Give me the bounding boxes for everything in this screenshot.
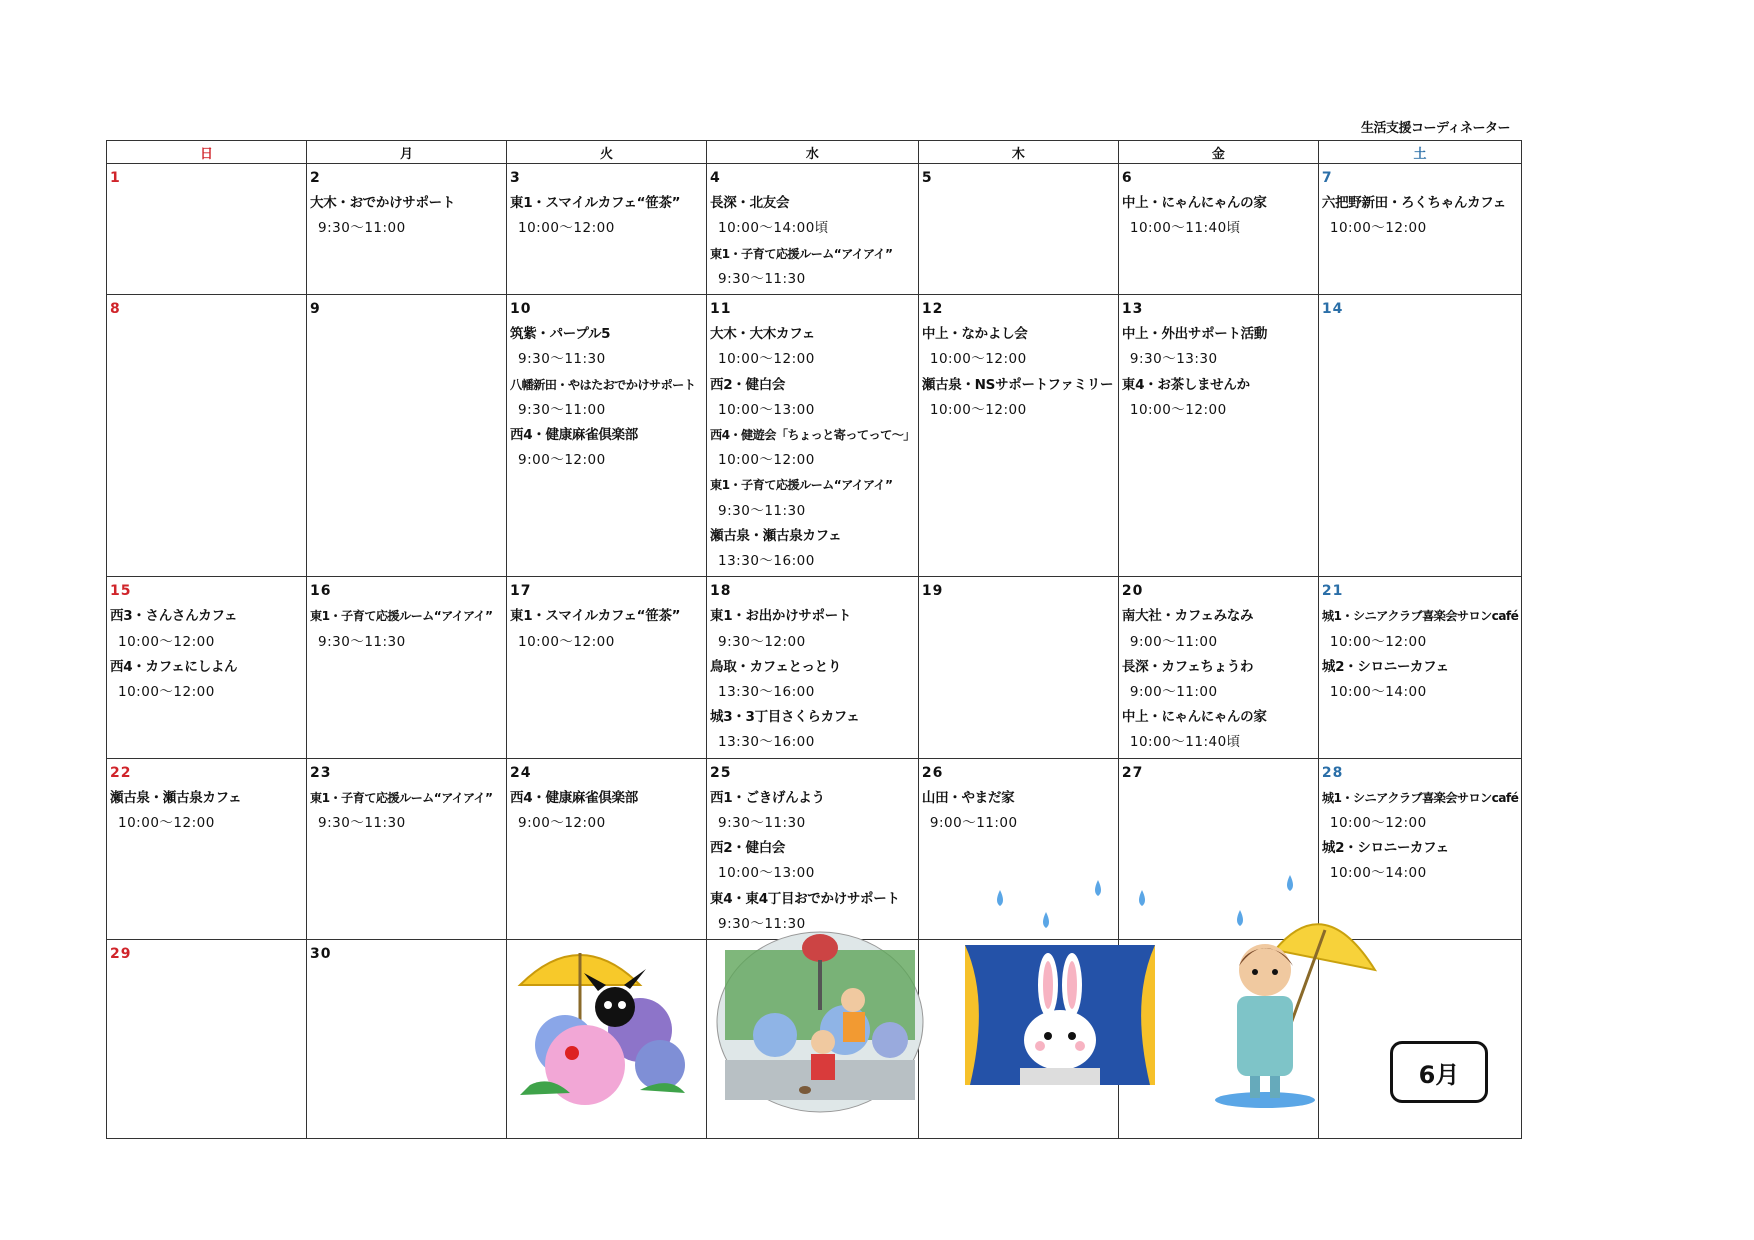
event-name: 東1・子育て応援ルーム“アイアイ” <box>710 246 893 261</box>
day-cell-tue <box>507 164 707 295</box>
event-name: 長深・カフェちょうわ <box>1121 658 1254 675</box>
day-cell-sun <box>107 758 307 939</box>
event-name: 筑紫・パープル5 <box>510 326 611 343</box>
day-cell-mon <box>307 758 507 939</box>
event-name: 東1・お出かけサポート <box>710 608 852 625</box>
event-item <box>510 786 703 836</box>
day-cell-sat <box>1318 577 1521 758</box>
day-number: 8 <box>110 301 121 318</box>
event-name: 瀬古泉・NSサポートファミリー <box>921 376 1114 393</box>
event-name: 東1・スマイルカフェ“笹茶” <box>510 195 681 212</box>
day-cell-wed <box>707 164 919 295</box>
event-name: 瀬古泉・瀬古泉カフェ <box>110 789 242 806</box>
event-item <box>710 786 915 836</box>
event-time: 9:30～12:00 <box>718 633 806 650</box>
event-name: 東1・子育て応援ルーム“アイアイ” <box>310 609 493 624</box>
event-time: 9:30～13:30 <box>1129 351 1218 368</box>
event-time: 10:00～14:00頃 <box>718 220 829 237</box>
event-item <box>710 473 915 523</box>
event-time: 10:00～12:00 <box>1329 633 1427 650</box>
event-time: 10:00～13:00 <box>718 865 815 882</box>
event-name: 城1・シニアクラブ喜楽会サロンcafé <box>1321 790 1519 805</box>
event-time: 10:00～13:00 <box>718 401 815 418</box>
event-time: 9:30～11:00 <box>518 401 606 418</box>
event-time: 9:00～11:00 <box>1129 633 1218 650</box>
event-time: 10:00～12:00 <box>718 452 815 469</box>
day-number: 5 <box>921 170 933 186</box>
event-time: 10:00～14:00 <box>1329 684 1427 701</box>
event-name: 東1・スマイルカフェ“笹茶” <box>510 608 681 625</box>
event-item <box>1122 655 1315 705</box>
event-time: 9:00～11:00 <box>1129 684 1218 701</box>
event-time: 10:00～12:00 <box>118 633 215 650</box>
day-number: 3 <box>510 170 521 186</box>
event-item <box>1122 604 1315 654</box>
day-cell-fri <box>1118 295 1318 577</box>
event-name: 瀬古泉・瀬古泉カフェ <box>710 527 842 544</box>
day-number: 23 <box>310 764 332 781</box>
event-item <box>922 322 1115 372</box>
coordinator-label: 生活支援コーディネーター <box>1361 121 1510 136</box>
event-name: 中上・にゃんにゃんの家 <box>1121 195 1267 212</box>
event-item <box>710 242 915 292</box>
event-item <box>922 373 1115 423</box>
event-name: 城2・シロニーカフェ <box>1321 840 1449 857</box>
day-number: 7 <box>1321 170 1333 186</box>
event-time: 9:00～11:00 <box>929 815 1018 832</box>
day-cell-wed <box>707 577 919 758</box>
event-item <box>310 191 503 241</box>
day-cell-mon <box>307 295 507 577</box>
day-cell-mon <box>307 940 507 1139</box>
day-cell-fri <box>1118 164 1318 295</box>
day-number: 14 <box>1321 301 1344 318</box>
event-time: 10:00～12:00 <box>1329 220 1427 237</box>
event-name: 中上・にゃんにゃんの家 <box>1121 709 1267 726</box>
day-number: 6 <box>1121 170 1133 186</box>
day-number: 1 <box>110 170 121 186</box>
event-item <box>510 373 703 423</box>
week-row <box>107 295 1522 577</box>
event-item <box>710 705 915 755</box>
hydrangea-umbrella-illustration <box>510 925 700 1105</box>
event-time: 9:30～11:30 <box>518 351 606 368</box>
day-number: 15 <box>110 583 132 600</box>
event-item <box>710 836 915 886</box>
week-row <box>107 164 1522 295</box>
day-number: 30 <box>310 946 332 963</box>
weekday-sun: 日 <box>107 141 307 164</box>
event-name: 大木・おでかけサポート <box>310 195 456 212</box>
weekday-wed: 水 <box>707 141 919 164</box>
event-name: 中上・外出サポート活動 <box>1121 326 1268 343</box>
day-number: 12 <box>921 301 944 318</box>
event-time: 13:30～16:00 <box>718 734 815 751</box>
event-item <box>1322 786 1518 836</box>
event-name: 西2・健白会 <box>710 376 786 393</box>
event-time: 10:00～12:00 <box>118 815 215 832</box>
event-name: 長深・北友会 <box>710 195 790 212</box>
event-name: 六把野新田・ろくちゃんカフェ <box>1321 195 1506 212</box>
event-item <box>1322 836 1518 886</box>
day-number: 11 <box>710 301 732 318</box>
event-name: 大木・大木カフェ <box>710 326 815 343</box>
event-name: 西4・カフェにしよん <box>110 658 238 675</box>
day-number: 21 <box>1321 583 1344 600</box>
event-name: 八幡新田・やはたおでかけサポート <box>510 377 696 392</box>
weekday-mon: 月 <box>307 141 507 164</box>
event-name: 東1・子育て応援ルーム“アイアイ” <box>710 478 893 493</box>
week-row <box>107 577 1522 758</box>
day-number: 2 <box>310 170 321 186</box>
event-name: 城1・シニアクラブ喜楽会サロンcafé <box>1321 609 1519 624</box>
event-item <box>310 604 503 654</box>
day-number: 19 <box>921 583 944 600</box>
weekday-header-row <box>107 141 1522 164</box>
day-cell-thu <box>918 577 1118 758</box>
day-cell-sun <box>107 295 307 577</box>
event-item <box>110 655 303 705</box>
rabbit-window-illustration <box>960 940 1160 1090</box>
month-label-box <box>1390 1041 1488 1103</box>
event-item <box>510 322 703 372</box>
event-name: 東4・お茶しませんか <box>1121 376 1250 393</box>
day-number: 22 <box>110 764 132 781</box>
day-cell-sun <box>107 940 307 1139</box>
event-item <box>310 786 503 836</box>
event-time: 13:30～16:00 <box>718 553 815 570</box>
event-item <box>510 423 703 473</box>
event-time: 13:30～16:00 <box>718 684 815 701</box>
event-item <box>510 191 703 241</box>
day-cell-thu <box>918 164 1118 295</box>
event-name: 東4・東4丁目おでかけサポート <box>710 890 900 907</box>
event-time: 9:30～11:30 <box>318 633 406 650</box>
event-name: 西2・健白会 <box>710 840 786 857</box>
event-item <box>1322 655 1518 705</box>
weekday-tue: 火 <box>507 141 707 164</box>
event-time: 9:30～11:00 <box>318 220 406 237</box>
event-item <box>1322 191 1518 241</box>
day-cell-sun <box>107 577 307 758</box>
day-cell-mon <box>307 164 507 295</box>
day-cell-sat <box>1318 295 1521 577</box>
event-name: 城2・シロニーカフェ <box>1321 658 1449 675</box>
event-name: 西1・ごきげんよう <box>710 789 825 806</box>
day-cell-mon <box>307 577 507 758</box>
event-item <box>710 655 915 705</box>
event-item <box>1322 604 1518 654</box>
event-name: 東1・子育て応援ルーム“アイアイ” <box>310 790 493 805</box>
day-number: 4 <box>710 170 721 186</box>
day-number: 25 <box>710 764 732 781</box>
event-name: 中上・なかよし会 <box>921 326 1028 343</box>
event-time: 9:30～11:30 <box>318 815 406 832</box>
event-name: 鳥取・カフェとっとり <box>710 658 842 675</box>
weekday-thu: 木 <box>918 141 1118 164</box>
event-time: 9:30～11:30 <box>718 270 806 287</box>
day-number: 13 <box>1121 301 1144 318</box>
day-cell-tue <box>507 295 707 577</box>
event-time: 10:00～12:00 <box>518 633 615 650</box>
event-time: 10:00～12:00 <box>1329 815 1427 832</box>
day-cell-tue <box>507 577 707 758</box>
event-item <box>710 373 915 423</box>
day-cell-wed <box>707 295 919 577</box>
girl-umbrella-illustration <box>1215 900 1405 1120</box>
day-number: 26 <box>921 764 944 781</box>
day-number: 29 <box>110 946 132 963</box>
event-item <box>1122 191 1315 241</box>
event-time: 10:00～11:40頃 <box>1129 220 1241 237</box>
event-time: 10:00～14:00 <box>1329 865 1427 882</box>
month-label: 6月 <box>1418 1060 1460 1089</box>
event-name: 南大社・カフェみなみ <box>1121 608 1254 625</box>
event-name: 西4・健康麻雀倶楽部 <box>510 789 638 806</box>
event-item <box>110 786 303 836</box>
day-cell-wed <box>707 758 919 939</box>
kids-street-illustration <box>715 930 925 1115</box>
event-item <box>922 786 1115 836</box>
event-name: 城3・3丁目さくらカフェ <box>710 709 860 726</box>
event-time: 9:30～11:30 <box>718 502 806 519</box>
day-number: 9 <box>310 301 321 318</box>
event-item <box>710 191 915 241</box>
weekday-sat: 土 <box>1318 141 1521 164</box>
event-time: 9:30～11:30 <box>718 915 806 932</box>
event-time: 10:00～12:00 <box>929 401 1027 418</box>
day-number: 17 <box>510 583 532 600</box>
day-number: 18 <box>710 583 732 600</box>
event-time: 9:30～11:30 <box>718 815 806 832</box>
event-item <box>1122 705 1315 755</box>
event-time: 10:00～12:00 <box>718 351 815 368</box>
event-item <box>110 604 303 654</box>
event-name: 山田・やまだ家 <box>921 789 1015 806</box>
day-number: 28 <box>1321 764 1344 781</box>
event-time: 10:00～12:00 <box>1129 401 1227 418</box>
day-number: 10 <box>510 301 532 318</box>
event-item <box>710 524 915 574</box>
event-item <box>1122 373 1315 423</box>
day-cell-tue <box>507 758 707 939</box>
event-time: 10:00～12:00 <box>929 351 1027 368</box>
event-name: 西3・さんさんカフェ <box>110 608 238 625</box>
day-cell-sat <box>1318 164 1521 295</box>
weekday-fri: 金 <box>1118 141 1318 164</box>
day-number: 27 <box>1121 764 1144 781</box>
event-time: 10:00～12:00 <box>118 684 215 701</box>
event-time: 9:00～12:00 <box>518 452 606 469</box>
event-item <box>710 322 915 372</box>
event-time: 10:00～12:00 <box>518 220 615 237</box>
event-item <box>710 423 915 473</box>
event-name: 西4・健遊会「ちょっと寄ってって～」 <box>710 428 915 443</box>
event-item <box>1122 322 1315 372</box>
event-name: 西4・健康麻雀倶楽部 <box>510 427 638 444</box>
event-time: 10:00～11:40頃 <box>1129 734 1241 751</box>
day-cell-fri <box>1118 577 1318 758</box>
day-cell-thu <box>918 295 1118 577</box>
event-item <box>510 604 703 654</box>
event-time: 9:00～12:00 <box>518 815 606 832</box>
day-number: 20 <box>1121 583 1144 600</box>
day-cell-sun <box>107 164 307 295</box>
event-item <box>710 604 915 654</box>
day-number: 16 <box>310 583 332 600</box>
day-number: 24 <box>510 764 532 781</box>
